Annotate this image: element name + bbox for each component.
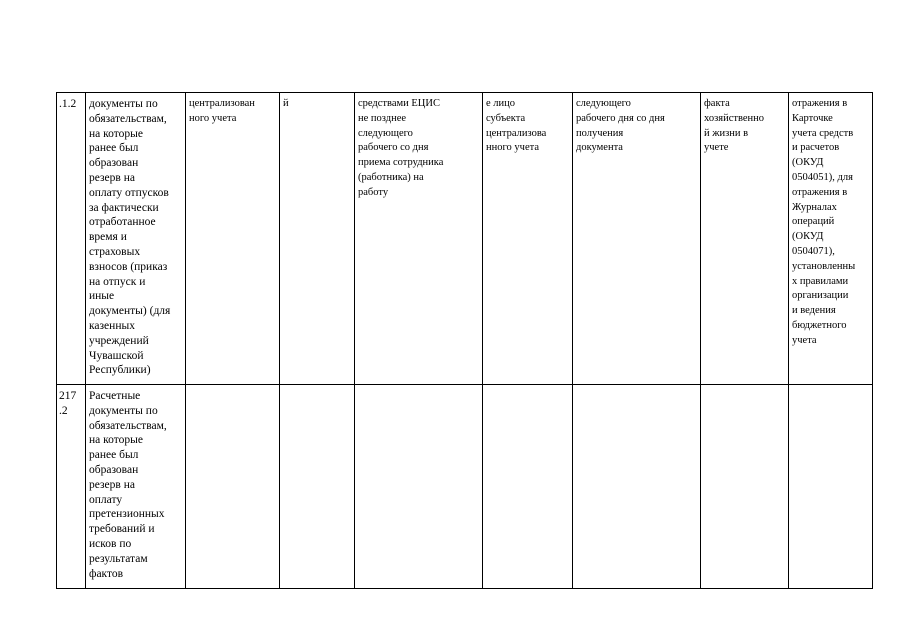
- recipient-cell: [483, 93, 573, 385]
- row-number-cell: [57, 385, 86, 589]
- executor-cell: [186, 93, 280, 385]
- table-row: [57, 385, 873, 589]
- deadline-text: средствами ЕЦИС не позднее следующего рабочего со дня приема сотрудника (работника) на работу: [358, 98, 444, 198]
- documents-cell: [86, 93, 186, 385]
- term-cell: [573, 385, 701, 589]
- term-cell: [573, 93, 701, 385]
- executor-text: централизован ного учета: [189, 98, 255, 124]
- documents-cell: [86, 385, 186, 589]
- purpose-cell: [701, 385, 789, 589]
- document-table: [56, 92, 873, 589]
- executor-cell: [186, 385, 280, 589]
- column4-cell: [280, 93, 355, 385]
- column4-text: й: [283, 98, 289, 109]
- table-row: [57, 93, 873, 385]
- registration-text: отражения в Карточке учета средств и расчетов (ОКУД 0504051), для отражения в Журналах операций (ОКУД 0504071), установленны х правилами организации и ведения бюджетного учета: [792, 98, 856, 346]
- deadline-cell: [355, 385, 483, 589]
- documents-text: Расчетные документы по обязательствам, на которые ранее был образован резерв на оплату претензионных требований и исков по результатам фактов: [89, 390, 167, 580]
- deadline-cell: [355, 93, 483, 385]
- row-number: .1.2: [59, 98, 77, 110]
- registration-cell: [789, 385, 873, 589]
- row-number-cell: [57, 93, 86, 385]
- purpose-text: факта хозяйственно й жизни в учете: [704, 98, 764, 154]
- documents-text: документы по обязательствам, на которые ранее был образован резерв на оплату отпусков за фактически отработанное время и страховых взносов (приказ на отпуск и иные документы) (для казенных учреждений Чувашской Республики): [89, 98, 171, 377]
- recipient-text: е лицо субъекта централизова нного учета: [486, 98, 547, 154]
- row-number: 217 .2: [59, 390, 77, 417]
- recipient-cell: [483, 385, 573, 589]
- column4-cell: [280, 385, 355, 589]
- registration-cell: [789, 93, 873, 385]
- term-text: следующего рабочего дня со дня получения документа: [576, 98, 665, 154]
- purpose-cell: [701, 93, 789, 385]
